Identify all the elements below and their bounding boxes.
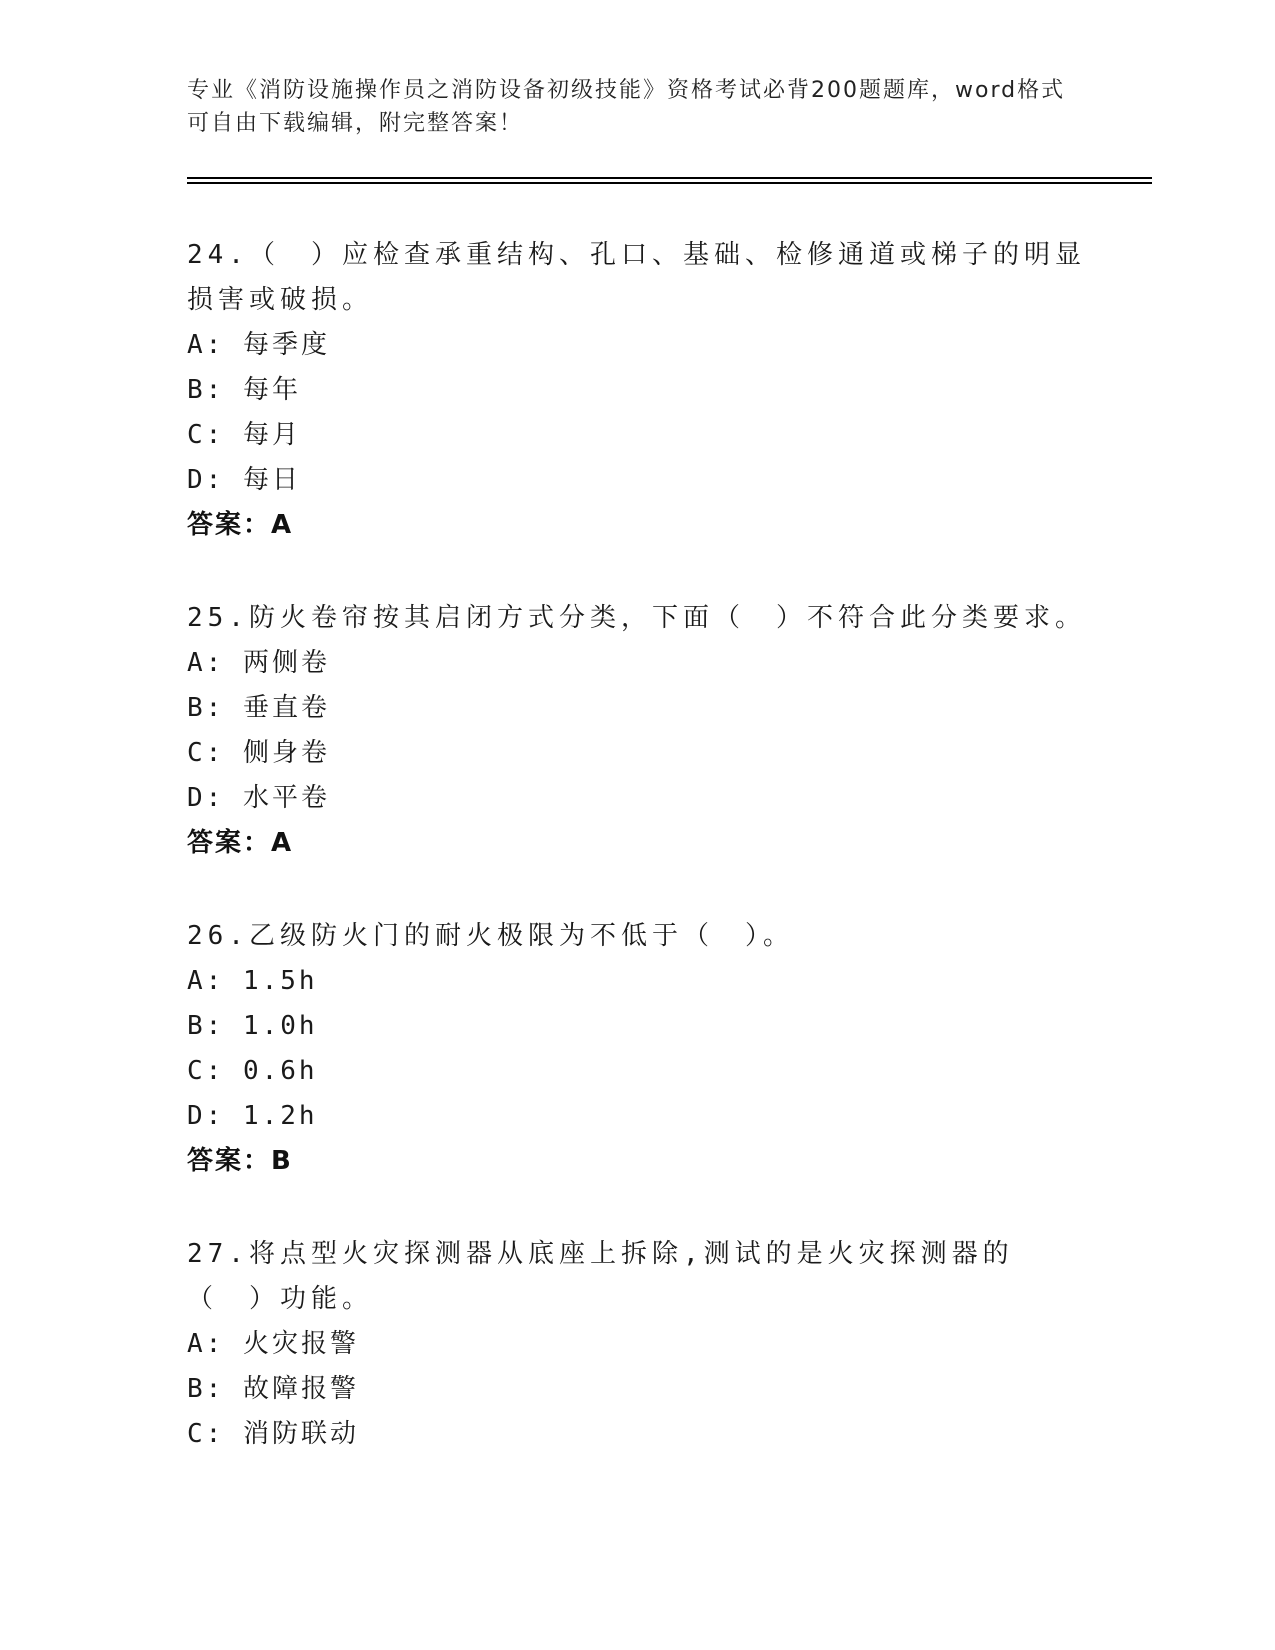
option-c: C: 消防联动 [187, 1419, 359, 1449]
answer: 答案：B [187, 1146, 293, 1176]
question-27 [187, 1232, 1087, 1457]
question-24 [187, 233, 1087, 548]
option-c: C: 侧身卷 [187, 738, 330, 768]
question-26 [187, 914, 1087, 1184]
option-b: B: 每年 [187, 375, 301, 405]
option-c: C: 0.6h [187, 1056, 318, 1086]
option-d: D: 水平卷 [187, 783, 330, 813]
question-25 [187, 596, 1087, 866]
answer: 答案：A [187, 828, 294, 858]
option-a: A: 1.5h [187, 966, 318, 996]
option-b: B: 故障报警 [187, 1374, 359, 1404]
question-stem: 27.将点型火灾探测器从底座上拆除,测试的是火灾探测器的（ ）功能。 [187, 1239, 1014, 1314]
option-c: C: 每月 [187, 420, 301, 450]
option-a: A: 火灾报警 [187, 1329, 359, 1359]
option-a: A: 每季度 [187, 330, 330, 360]
header-divider-bottom [187, 182, 1152, 184]
answer: 答案：A [187, 510, 294, 540]
question-stem: 24.（ ）应检查承重结构、孔口、基础、检修通道或梯子的明显损害或破损。 [187, 240, 1086, 315]
document-header: 专业《消防设施操作员之消防设备初级技能》资格考试必背200题题库，word格式可自由下载编辑，附完整答案！ [187, 78, 1066, 136]
question-stem: 26.乙级防火门的耐火极限为不低于（ ）。 [187, 921, 794, 951]
option-d: D: 每日 [187, 465, 301, 495]
option-d: D: 1.2h [187, 1101, 318, 1131]
option-b: B: 1.0h [187, 1011, 318, 1041]
question-stem: 25.防火卷帘按其启闭方式分类，下面（ ）不符合此分类要求。 [187, 603, 1086, 633]
option-a: A: 两侧卷 [187, 648, 330, 678]
option-b: B: 垂直卷 [187, 693, 330, 723]
header-divider-top [187, 177, 1152, 179]
